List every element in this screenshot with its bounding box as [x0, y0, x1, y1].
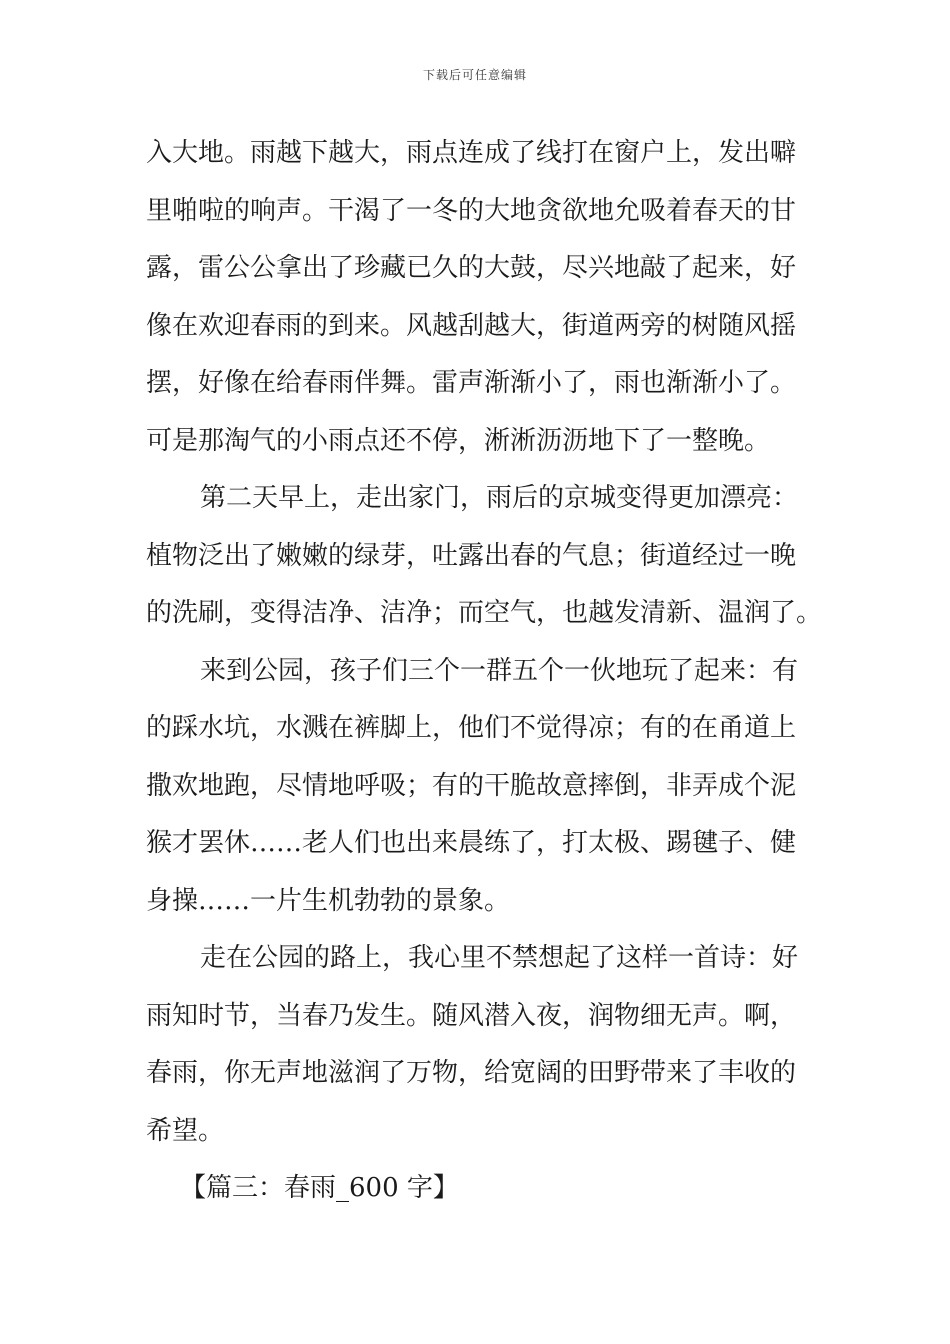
paragraph: [146, 130, 808, 475]
text-line: 第二天早上，走出家门，雨后的京城变得更加漂亮：: [200, 483, 799, 513]
text-line: 像在欢迎春雨的到来。风越刮越大，街道两旁的树随风摇: [146, 310, 797, 341]
text-line: 入大地。雨越下越大，雨点连成了线打在窗户上，发出噼: [146, 138, 797, 168]
page-header: 下载后可任意编辑: [422, 68, 527, 82]
paragraph: [146, 475, 823, 648]
text-line: 春雨，你无声地滋润了万物，给宽阔的田野带来了丰收的: [146, 1058, 797, 1088]
text-line: 摆，好像在给春雨伴舞。雷声渐渐小了，雨也渐渐小了。: [146, 368, 797, 398]
section-title: 【篇三：春雨_600 字】: [180, 1173, 459, 1203]
text-line: 里啪啦的响声。干渴了一冬的大地贪欲地允吸着春天的甘: [146, 195, 797, 226]
text-line: 希望。: [146, 1115, 225, 1146]
text-line: 身操……一片生机勃勃的景象。: [146, 885, 511, 916]
text-line: 雨知时节，当春乃发生。随风潜入夜，润物细无声。啊，: [146, 1000, 797, 1031]
paragraph: [146, 935, 808, 1165]
text-line: 可是那淘气的小雨点还不停，淅淅沥沥地下了一整晚。: [146, 425, 771, 456]
text-line: 植物泛出了嫩嫩的绿芽，吐露出春的气息；街道经过一晚: [146, 540, 797, 571]
text-line: 走在公园的路上，我心里不禁想起了这样一首诗：好: [200, 943, 799, 973]
text-line: 露，雷公公拿出了珍藏已久的大鼓，尽兴地敲了起来，好: [146, 253, 797, 283]
text-line: 的踩水坑，水溅在裤脚上，他们不觉得凉；有的在甬道上: [146, 713, 797, 743]
text-line: 撒欢地跑，尽情地呼吸；有的干脆故意摔倒，非弄成个泥: [146, 770, 797, 801]
text-line: 猴才罢休……老人们也出来晨练了，打太极、踢毽子、健: [146, 828, 797, 858]
document-body: [146, 130, 823, 1223]
text-line: 来到公园，孩子们三个一群五个一伙地玩了起来：有: [200, 655, 799, 686]
paragraph: [146, 648, 808, 936]
text-line: 的洗刷，变得洁净、洁净；而空气，也越发清新、温润了。: [146, 598, 823, 628]
